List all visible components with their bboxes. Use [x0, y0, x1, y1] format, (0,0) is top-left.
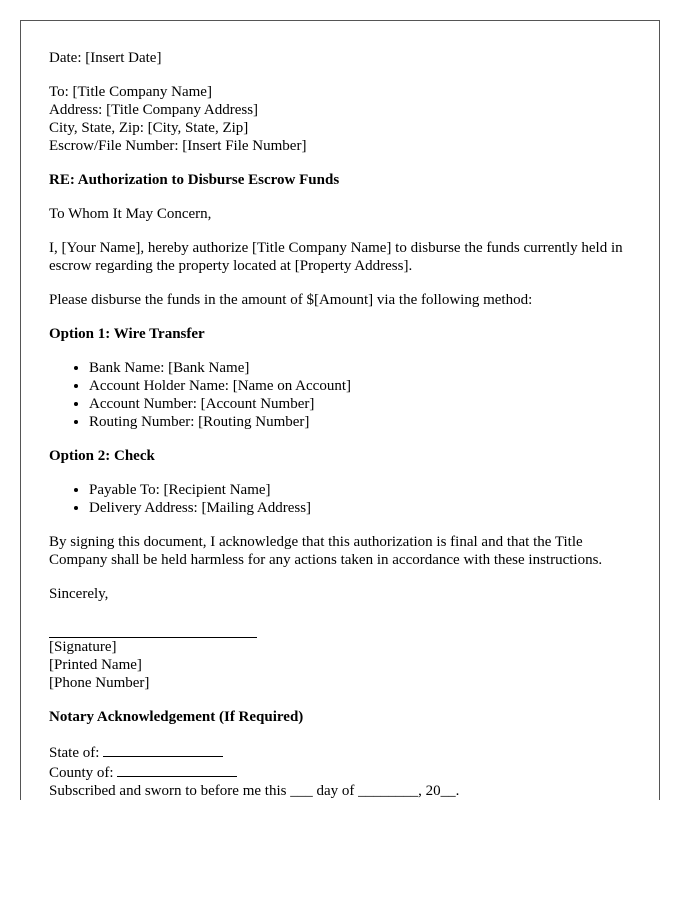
salutation: To Whom It May Concern,: [49, 206, 212, 222]
list-item: • Account Holder Name: [Name on Account]: [89, 377, 629, 395]
list-item: • Bank Name: [Bank Name]: [89, 359, 629, 377]
wire-transfer-list: [49, 359, 629, 431]
recipient-address: Address: [Title Company Address]: [49, 102, 259, 118]
authorization-paragraph: I, [Your Name], hereby authorize [Title Company Name] to disburse the funds currently held in escrow regarding the property located at [Property Address].: [49, 240, 623, 274]
acknowledgement-paragraph: By signing this document, I acknowledge that this authorization is final and that the Title Company shall be held harmless for any actions taken in accordance with these instructions.: [49, 534, 603, 568]
signature-label: [Signature]: [49, 639, 117, 655]
closing: Sincerely,: [49, 586, 109, 602]
check-list: [49, 481, 629, 517]
county-blank: [117, 762, 237, 777]
date-line: Date: [Insert Date]: [49, 50, 162, 66]
signature-block: [49, 619, 629, 692]
option1-heading: Option 1: Wire Transfer: [49, 326, 205, 342]
list-item: • Routing Number: [Routing Number]: [89, 413, 629, 431]
county-of-label: County of:: [49, 765, 114, 781]
escrow-file-number: Escrow/File Number: [Insert File Number]: [49, 138, 307, 154]
printed-name-label: [Printed Name]: [49, 657, 142, 673]
letter-body: [49, 49, 629, 800]
notary-heading: Notary Acknowledgement (If Required): [49, 709, 304, 725]
signature-line: [49, 619, 257, 638]
list-item: • Account Number: [Account Number]: [89, 395, 629, 413]
list-item: • Delivery Address: [Mailing Address]: [89, 499, 629, 517]
state-of-label: State of:: [49, 745, 100, 761]
notary-block: [49, 742, 629, 800]
county-of-line: [49, 762, 629, 782]
subject-line: RE: Authorization to Disburse Escrow Funds: [49, 172, 340, 188]
list-item: • Payable To: [Recipient Name]: [89, 481, 629, 499]
phone-number-label: [Phone Number]: [49, 675, 150, 691]
state-of-line: [49, 742, 629, 762]
recipient-name: To: [Title Company Name]: [49, 84, 212, 100]
recipient-city-state-zip: City, State, Zip: [City, State, Zip]: [49, 120, 249, 136]
recipient-block: [49, 83, 629, 155]
state-blank: [103, 742, 223, 757]
amount-paragraph: Please disburse the funds in the amount of $[Amount] via the following method:: [49, 292, 533, 308]
letter-page: [20, 20, 660, 800]
subscribed-line: Subscribed and sworn to before me this ___ day of ________, 20__.: [49, 783, 460, 799]
option2-heading: Option 2: Check: [49, 448, 155, 464]
